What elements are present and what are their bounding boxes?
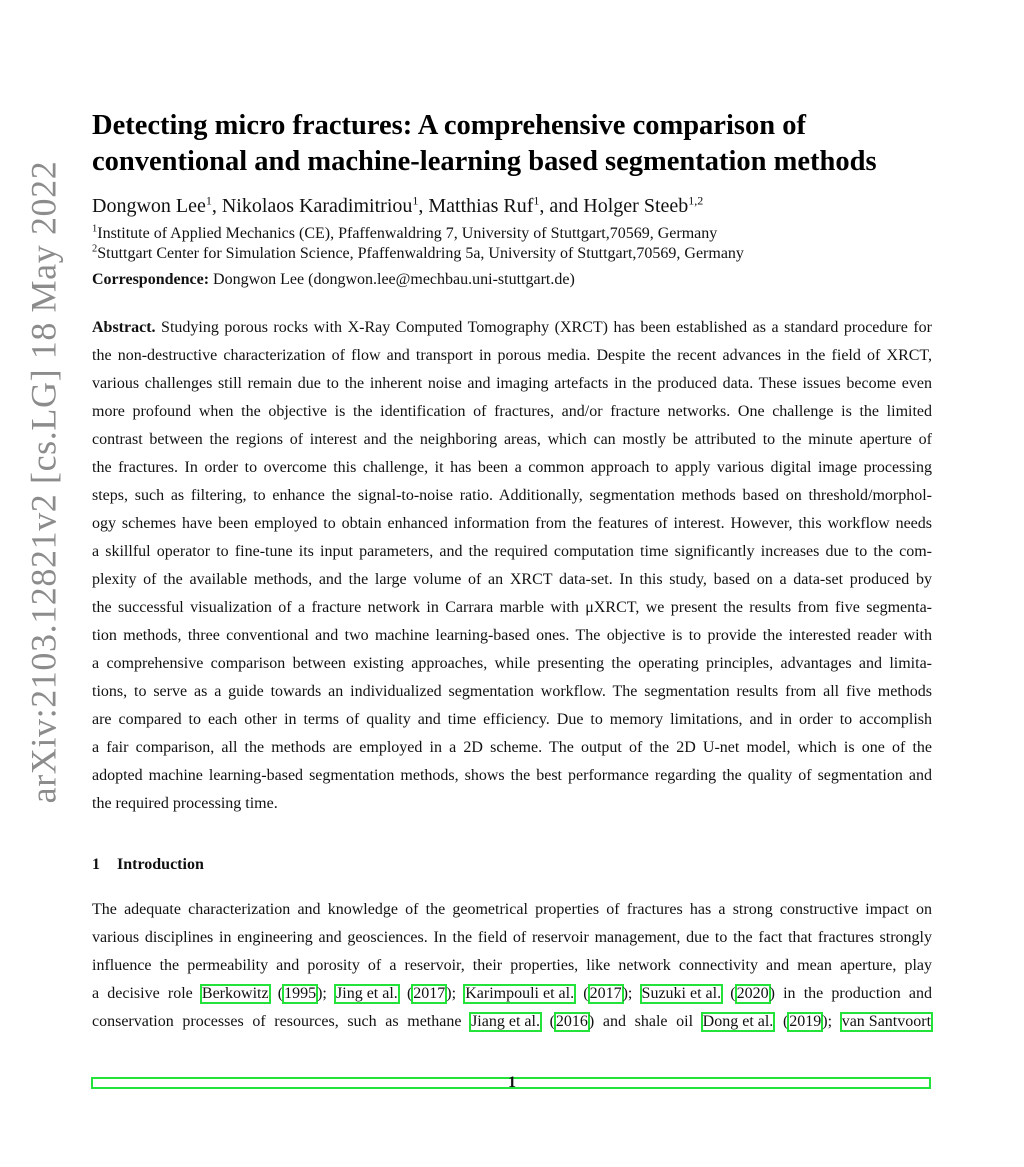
- abstract-line: tion methods, three conventional and two machine learning-based ones. The objective is to provide the interested reader with: [92, 627, 932, 644]
- page-number: 1: [508, 1074, 516, 1091]
- author-affiliation-mark: 1: [412, 193, 419, 208]
- citation-year-link[interactable]: 2019: [789, 1013, 822, 1030]
- citation-year-link[interactable]: 2016: [555, 1013, 588, 1030]
- abstract-label: Abstract.: [92, 319, 156, 336]
- introduction-body: [92, 898, 932, 1038]
- paper-title: [92, 108, 952, 180]
- author-affiliation-mark: 1: [533, 193, 540, 208]
- intro-line: various disciplines in engineering and geosciences. In the field of reservoir management, due to the fact that fractures strongly: [92, 929, 932, 946]
- author-name: Dongwon Lee: [92, 195, 206, 217]
- citation-year-link[interactable]: 1995: [284, 985, 317, 1002]
- abstract-line: a comprehensive comparison between existing approaches, while presenting the operating principles, advantages and limita-: [92, 655, 932, 672]
- abstract-line: the non-destructive characterization of flow and transport in porous media. Despite the recent advances in the field of XRCT,: [92, 347, 932, 364]
- author-separator: , and: [539, 195, 584, 217]
- affiliation-mark: 1: [92, 223, 98, 235]
- abstract-line: various challenges still remain due to the inherent noise and imaging artefacts in the produced data. These issues become even: [92, 375, 932, 392]
- citation-year-link[interactable]: 2017: [413, 985, 446, 1002]
- author-separator: ,: [211, 195, 222, 217]
- abstract-line: the successful visualization of a fracture network in Carrara marble with μXRCT, we present the results from five segmenta-: [92, 599, 932, 616]
- citation-link-suzuki[interactable]: Suzuki et al.: [641, 985, 722, 1002]
- abstract-line: [92, 316, 932, 344]
- abstract-line: more profound when the objective is the identification of fractures, and/or fracture networks. One challenge is the limited: [92, 403, 932, 420]
- intro-text: and shale oil: [594, 1013, 702, 1030]
- intro-text: conservation processes of resources, such as methane: [92, 1013, 471, 1030]
- citation-link-van-santvoort[interactable]: van Santvoort: [841, 1013, 932, 1030]
- citation-link-jiang[interactable]: Jiang et al.: [471, 1013, 540, 1030]
- abstract-line: a skillful operator to fine-tune its input parameters, and the required computation time significantly increases due to the com-: [92, 543, 932, 560]
- abstract-line: the required processing time.: [92, 795, 278, 812]
- intro-line: influence the permeability and porosity of a reservoir, their properties, like network connectivity and mean aperture, play: [92, 957, 932, 974]
- citation-link-karimpouli[interactable]: Karimpouli et al.: [465, 985, 575, 1002]
- correspondence-label: Correspondence:: [92, 271, 210, 288]
- affiliation-mark: 2: [92, 243, 98, 255]
- abstract-line: the fractures. In order to overcome this challenge, it has been a common approach to apply various digital image processing: [92, 459, 932, 476]
- abstract: [92, 316, 932, 820]
- title-line-1: Detecting micro fractures: A comprehensive comparison of: [92, 110, 806, 141]
- section-heading: [92, 855, 204, 875]
- intro-line: The adequate characterization and knowledge of the geometrical properties of fractures has a strong constructive impact on: [92, 901, 932, 918]
- abstract-line: steps, such as filtering, to enhance the signal-to-noise ratio. Additionally, segmentation methods based on threshold/morphol-: [92, 487, 932, 504]
- abstract-line: adopted machine learning-based segmentation methods, shows the best performance regarding the quality of segmentation and: [92, 767, 932, 784]
- abstract-line-text: Studying porous rocks with X-Ray Computed Tomography (XRCT) has been established as a standard procedure for: [155, 319, 932, 336]
- author-list: [92, 194, 703, 218]
- intro-text: a decisive role: [92, 985, 201, 1002]
- title-line-2: conventional and machine-learning based segmentation methods: [92, 146, 877, 177]
- citation-link-dong[interactable]: Dong et al.: [702, 1013, 774, 1030]
- abstract-line: a fair comparison, all the methods are employed in a 2D scheme. The output of the 2D U-net model, which is one of the: [92, 739, 932, 756]
- intro-text: in the production and: [774, 985, 933, 1002]
- citation-year-link[interactable]: 2017: [589, 985, 622, 1002]
- affiliation-text: Stuttgart Center for Simulation Science, Pfaffenwaldring 5a, University of Stuttgart,70569, Germany: [97, 245, 744, 262]
- correspondence: [92, 270, 575, 290]
- author-name: Nikolaos Karadimitriou: [221, 195, 413, 217]
- abstract-line: contrast between the regions of interest and the neighboring areas, which can mostly be attributed to the minute aperture of: [92, 431, 932, 448]
- abstract-line: are compared to each other in terms of quality and time efficiency. Due to memory limitations, and in order to accomplish: [92, 711, 932, 728]
- author-separator: ,: [418, 195, 429, 217]
- citation-link-berkowitz[interactable]: Berkowitz: [201, 985, 269, 1002]
- arxiv-identifier: arXiv:2103.12821v2 [cs.LG] 18 May 2022: [23, 160, 63, 804]
- author-affiliation-mark: 1: [205, 193, 212, 208]
- citation-year-link[interactable]: 2020: [736, 985, 769, 1002]
- abstract-line: plexity of the available methods, and the large volume of an XRCT data-set. In this study, based on a data-set produced by: [92, 571, 932, 588]
- section-number: 1: [92, 856, 100, 873]
- section-title: Introduction: [117, 856, 204, 873]
- intro-line: conservation processes of resources, such as methane Jiang et al. (2016) and shale oil Dong et al. (2019); van Santvoort: [92, 1013, 932, 1030]
- affiliation-2: [92, 244, 744, 264]
- arxiv-stamp: [14, 160, 72, 804]
- affiliation-text: Institute of Applied Mechanics (CE), Pfaffenwaldring 7, University of Stuttgart,70569, Germany: [97, 225, 718, 242]
- author-affiliation-mark: 1,2: [688, 193, 704, 208]
- correspondence-text: Dongwon Lee (dongwon.lee@mechbau.uni-stuttgart.de): [209, 271, 575, 288]
- citation-link-jing[interactable]: Jing et al.: [336, 985, 398, 1002]
- intro-line: a decisive role Berkowitz (1995); Jing et al. (2017); Karimpouli et al. (2017); Suzuki et al. (2020) in the production and: [92, 985, 933, 1002]
- abstract-line: tions, to serve as a guide towards an individualized segmentation workflow. The segmentation results from all five methods: [92, 683, 932, 700]
- author-name: Holger Steeb: [583, 195, 689, 217]
- author-name: Matthias Ruf: [428, 195, 534, 217]
- affiliation-1: [92, 224, 717, 244]
- abstract-line: ogy schemes have been employed to obtain enhanced information from the features of interest. However, this workflow needs: [92, 515, 932, 532]
